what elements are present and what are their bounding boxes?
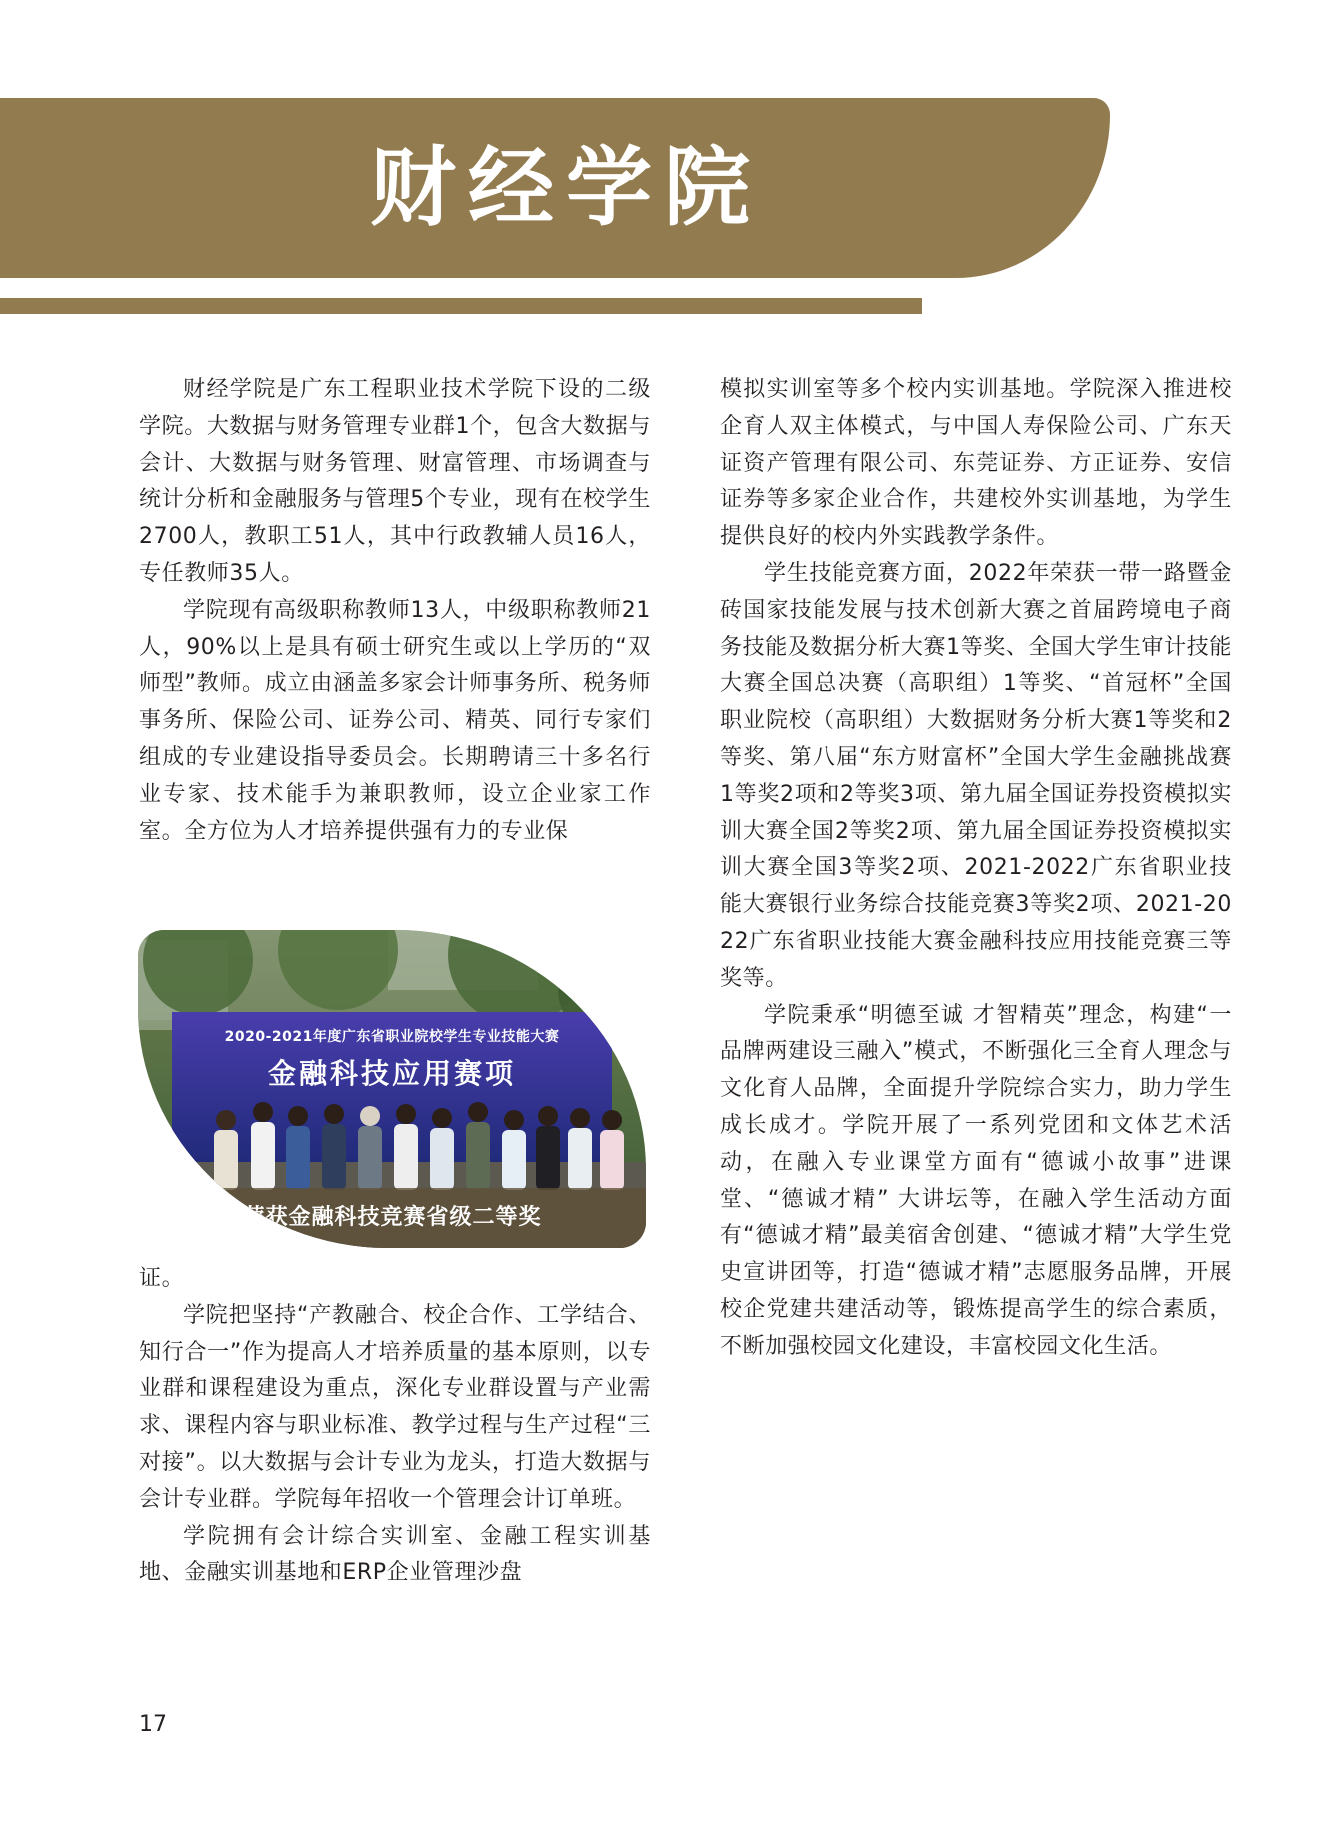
page-number: 17 <box>139 1712 167 1737</box>
photo-caption-bar <box>138 1188 646 1248</box>
left-column-bottom <box>139 1261 651 1592</box>
paragraph-competitions: 学生技能竞赛方面，2022年荣获一带一路暨金砖国家技能发展与技术创新大赛之首届跨境电子商务技能及数据分析大赛1等奖、全国大学生审计技能大赛全国总决赛（高职组）1等奖、“首冠杯”全国职业院校（高职组）大数据财务分析大赛1等奖和2等奖、第八届“东方财富杯”全国大学生金融挑战赛1等奖2项和2等奖3项、第九届全国证券投资模拟实训大赛全国2等奖2项、第九届全国证券投资模拟实训大赛全国3等奖2项、2021-2022广东省职业技能大赛银行业务综合技能竞赛3等奖2项、2021-2022广东省职业技能大赛金融科技应用技能竞赛三等奖等。 <box>720 560 1232 991</box>
paragraph-faculty: 学院现有高级职称教师13人，中级职称教师21人，90%以上是具有硕士研究生或以上学历的“双师型”教师。成立由涵盖多家会计师事务所、税务师事务所、保险公司、证券公司、精英、同行专家们组成的专业建设指导委员会。长期聘请三十多名行业专家、技术能手为兼职教师，设立企业家工作室。全方位为人才培养提供强有力的专业保 <box>139 597 651 844</box>
photo-caption: 荣获金融科技竞赛省级二等奖 <box>242 1205 542 1230</box>
page-title: 财经学院 <box>370 138 762 238</box>
award-photo <box>138 930 646 1248</box>
paragraph-culture: 学院秉承“明德至诚 才智精英”理念，构建“一品牌两建设三融入”模式，不断强化三全育人理念与文化育人品牌，全面提升学院综合实力，助力学生成长成才。学院开展了一系列党团和文体艺术活动，在融入专业课堂方面有“德诚小故事”进课堂、“德诚才精” 大讲坛等，在融入学生活动方面有“德诚才精”最美宿舍创建、“德诚才精”大学生党史宣讲团等，打造“德诚才精”志愿服务品牌，开展校企党建共建活动等，锻炼提高学生的综合素质，不断加强校园文化建设，丰富校园文化生活。 <box>720 1002 1232 1359</box>
paragraph-training-bases: 学院拥有会计综合实训室、金融工程实训基地、金融实训基地和ERP企业管理沙盘 <box>139 1523 651 1586</box>
right-column <box>720 372 1232 1366</box>
paragraph-training-continuation: 模拟实训室等多个校内实训基地。学院深入推进校企育人双主体模式，与中国人寿保险公司、广东天证资产管理有限公司、东莞证券、方正证券、安信证券等多家企业合作，共建校外实训基地，为学生提供良好的校内外实践教学条件。 <box>720 377 1232 550</box>
left-column-top <box>139 372 651 850</box>
paragraph-continuation: 证。 <box>139 1266 185 1291</box>
paragraph-principles: 学院把坚持“产教融合、校企合作、工学结合、知行合一”作为提高人才培养质量的基本原则，以专业群和课程建设为重点，深化专业群设置与产业需求、课程内容与职业标准、教学过程与生产过程“三对接”。以大数据与会计专业为龙头，打造大数据与会计专业群。学院每年招收一个管理会计订单班。 <box>139 1302 651 1512</box>
contest-board-subtitle: 金融科技应用赛项 <box>267 1057 516 1090</box>
paragraph-intro: 财经学院是广东工程职业技术学院下设的二级学院。大数据与财务管理专业群1个，包含大数据与会计、大数据与财务管理、财富管理、市场调查与统计分析和金融服务与管理5个专业，现有在校学生2700人，教职工51人，其中行政教辅人员16人，专任教师35人。 <box>139 377 651 586</box>
title-underline-bar <box>0 298 922 314</box>
contest-board-title: 2020-2021年度广东省职业院校学生专业技能大赛 <box>224 1029 560 1045</box>
